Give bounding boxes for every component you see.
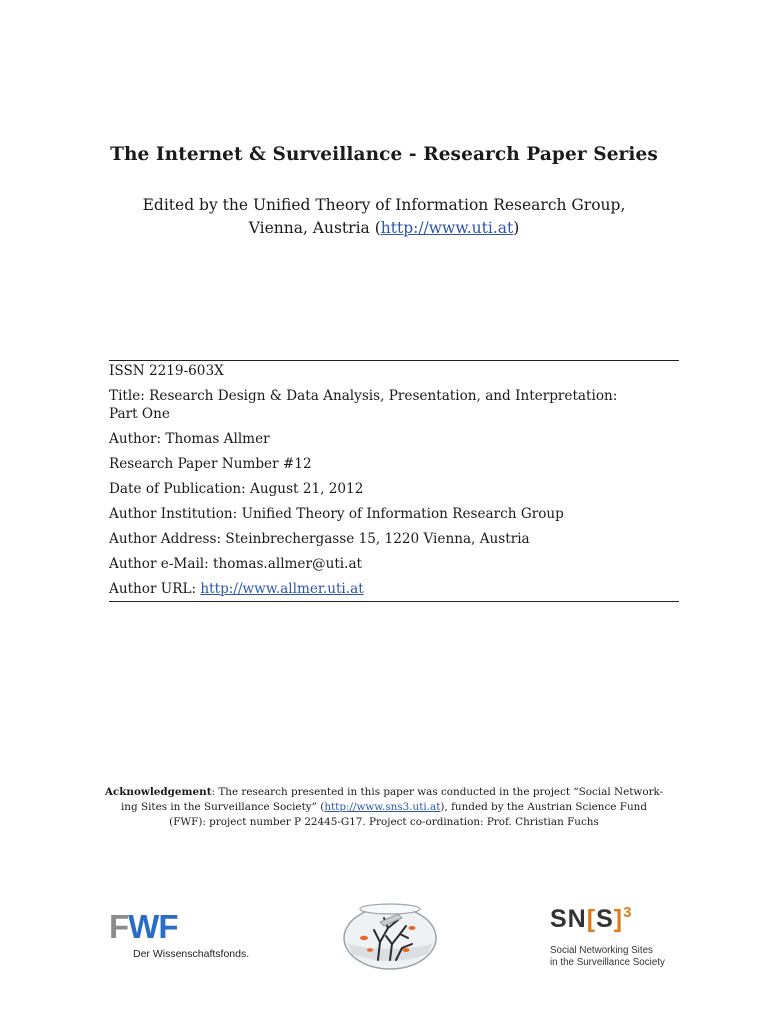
sns3-bracket-open: [ bbox=[586, 905, 597, 933]
fwf-wordmark bbox=[109, 910, 259, 943]
sns3-prefix: SN bbox=[550, 905, 587, 933]
sns3-subtitle bbox=[550, 945, 680, 969]
publication-date: Date of Publication: August 21, 2012 bbox=[109, 480, 364, 497]
editor-line-2 bbox=[0, 217, 768, 240]
editor-line-2-prefix: Vienna, Austria ( bbox=[248, 219, 381, 237]
author-email: Author e-Mail: thomas.allmer@uti.at bbox=[109, 555, 363, 572]
fwf-logo bbox=[109, 910, 259, 962]
fwf-grey-letter: F bbox=[109, 908, 129, 945]
series-title: The Internet & Surveillance - Research Paper Series bbox=[110, 144, 658, 165]
editor-line-2-suffix: ) bbox=[513, 219, 520, 237]
sns3-logo bbox=[550, 900, 680, 970]
paper-number: Research Paper Number #12 bbox=[109, 455, 312, 472]
ack-label: Acknowledgement bbox=[104, 786, 212, 798]
sns3-bracket-close: ] bbox=[613, 905, 624, 933]
ack-line-3: (FWF): project number P 22445-G17. Project co-ordination: Prof. Christian Fuchs bbox=[169, 816, 599, 828]
ack-text-2-prefix: ing Sites in the Surveillance Society” ( bbox=[120, 801, 325, 813]
author-url-label: Author URL: bbox=[109, 580, 201, 597]
fwf-blue-letters: WF bbox=[128, 908, 178, 945]
ack-line-1 bbox=[104, 785, 664, 800]
sns3-subtitle-line-1: Social Networking Sites bbox=[550, 945, 653, 956]
editor-info bbox=[0, 194, 768, 240]
author-url-link[interactable]: http://www.allmer.uti.at bbox=[200, 580, 364, 597]
sns3-s: S bbox=[596, 905, 614, 933]
paper-title-line-1: Title: Research Design & Data Analysis, Presentation, and Interpretation: bbox=[109, 388, 618, 404]
paper-title bbox=[109, 388, 679, 423]
author-address: Author Address: Steinbrechergasse 15, 1220 Vienna, Austria bbox=[109, 530, 530, 547]
ack-line-2 bbox=[104, 800, 664, 815]
author-institution: Author Institution: Unified Theory of Information Research Group bbox=[109, 505, 564, 522]
author-url bbox=[109, 581, 679, 599]
paper-metadata bbox=[109, 360, 679, 602]
fishbowl-icon bbox=[340, 898, 440, 970]
acknowledgement bbox=[104, 785, 664, 830]
uti-link[interactable]: http://www.uti.at bbox=[380, 219, 514, 237]
issn: ISSN 2219-603X bbox=[109, 363, 224, 379]
fishbowl-image bbox=[340, 898, 440, 970]
sns3-link[interactable]: http://www.sns3.uti.at bbox=[324, 801, 441, 813]
ack-text-2-suffix: ), funded by the Austrian Science Fund bbox=[440, 801, 647, 813]
paper-title-line-2: Part One bbox=[109, 405, 170, 422]
fwf-subtitle: Der Wissenschaftsfonds. bbox=[133, 948, 250, 960]
author: Author: Thomas Allmer bbox=[109, 430, 270, 447]
sns3-subtitle-line-2: in the Surveillance Society bbox=[550, 957, 665, 968]
sns3-wordmark bbox=[550, 900, 680, 932]
sns3-superscript: 3 bbox=[623, 904, 633, 921]
ack-text-1: : The research presented in this paper was conducted in the project “Social Network- bbox=[211, 786, 664, 798]
editor-line-1: Edited by the Unified Theory of Information Research Group, bbox=[142, 196, 626, 214]
